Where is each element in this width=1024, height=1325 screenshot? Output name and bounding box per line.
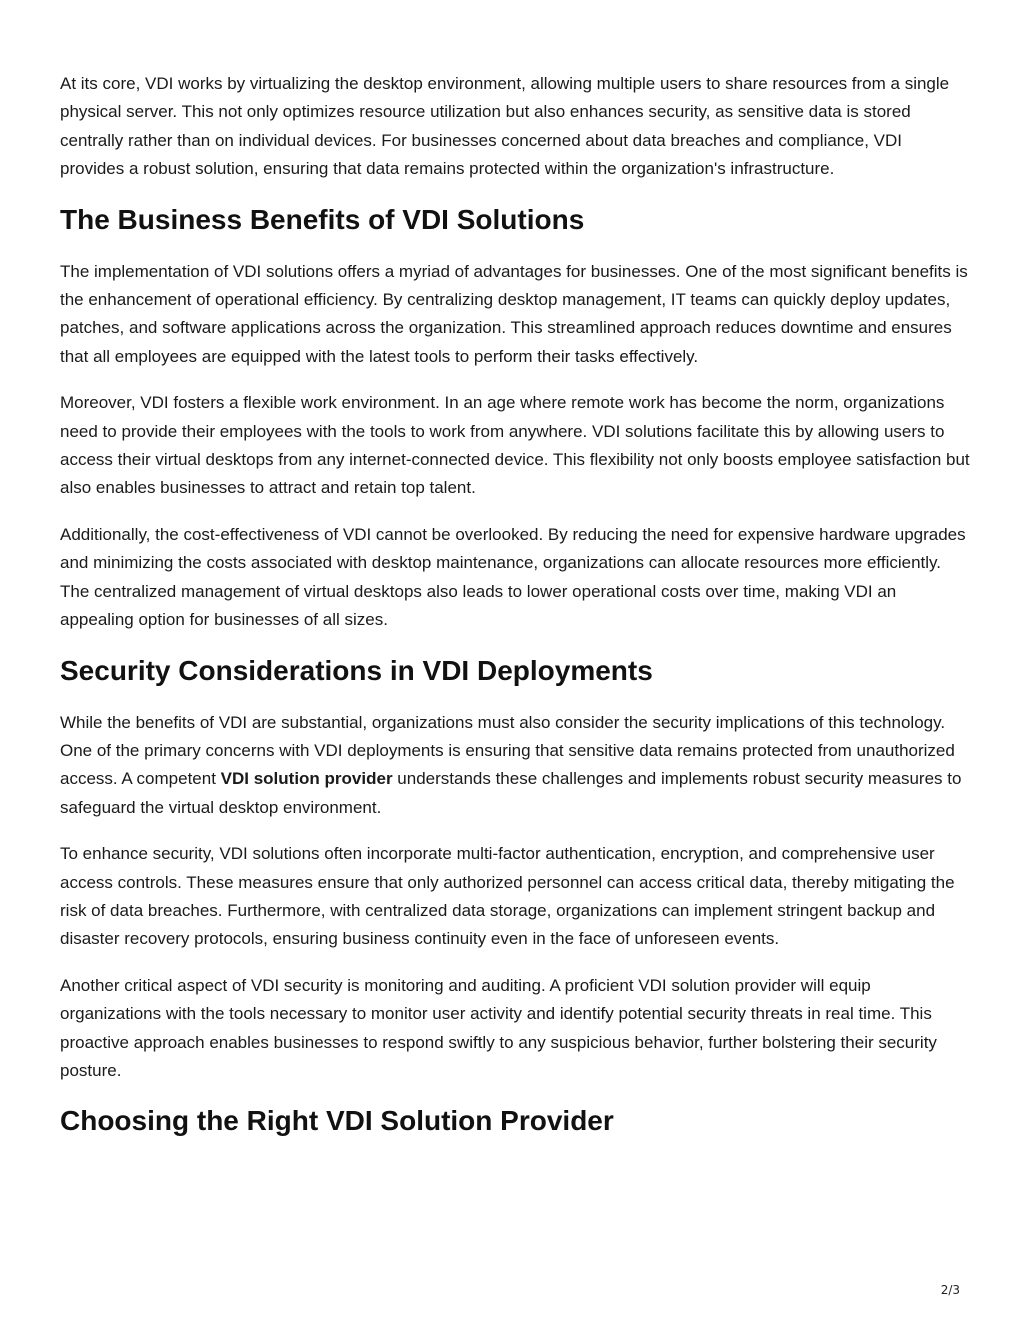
heading-business-benefits: The Business Benefits of VDI Solutions — [60, 203, 585, 235]
vdi-solution-provider-emphasis: VDI solution provider — [220, 769, 393, 789]
security-paragraph-1 — [60, 709, 970, 823]
benefits-paragraph-1: The implementation of VDI solutions offers a myriad of advantages for businesses. One of the most significant benefits is the enhancement of operational efficiency. By centralizing desktop management, IT teams can quickly deploy updates, patches, and software applications across the organization. This streamlined approach reduces downtime and ensures that all employees are equipped with the latest tools to perform their tasks effectively. — [60, 261, 968, 366]
intro-paragraph: At its core, VDI works by virtualizing the desktop environment, allowing multiple users to share resources from a single physical server. This not only optimizes resource utilization but also enhances security, as sensitive data is stored centrally rather than on individual devices. For businesses concerned about data breaches and compliance, VDI provides a robust solution, ensuring that data remains protected within the organization's infrastructure. — [60, 74, 950, 179]
document-page — [60, 70, 970, 1159]
benefits-paragraph-2: Moreover, VDI fosters a flexible work environment. In an age where remote work has become the norm, organizations need to provide their employees with the tools to work from anywhere. VDI solutions facilitate this by allowing users to access their virtual desktops from any internet-connected device. This flexibility not only boosts employee satisfaction but also enables businesses to attract and retain top talent. — [60, 393, 970, 498]
heading-choosing-provider: Choosing the Right VDI Solution Provider — [60, 1105, 614, 1137]
page-number: 2/3 — [940, 1283, 960, 1297]
security-paragraph-1-text-after: understands these challenges and implements robust security measures to safeguard the virtual desktop environment. — [60, 769, 962, 817]
security-paragraph-3: Another critical aspect of VDI security is monitoring and auditing. A proficient VDI solution provider will equip organizations with the tools necessary to monitor user activity and identify potential security threats in real time. This proactive approach enables businesses to respond swiftly to any suspicious behavior, further bolstering their security posture. — [60, 975, 937, 1080]
heading-security-considerations: Security Considerations in VDI Deployments — [60, 654, 653, 686]
benefits-paragraph-3: Additionally, the cost-effectiveness of VDI cannot be overlooked. By reducing the need for expensive hardware upgrades and minimizing the costs associated with desktop maintenance, organizations can allocate resources more efficiently. The centralized management of virtual desktops also leads to lower operational costs over time, making VDI an appealing option for businesses of all sizes. — [60, 524, 966, 630]
security-paragraph-1-text-before: While the benefits of VDI are substantial, organizations must also consider the security implications of this technology. One of the primary concerns with VDI deployments is ensuring that sensitive data remains protected from unauthorized access. A competent — [60, 712, 955, 789]
security-paragraph-2: To enhance security, VDI solutions often incorporate multi-factor authentication, encryption, and comprehensive user access controls. These measures ensure that only authorized personnel can access critical data, thereby mitigating the risk of data breaches. Furthermore, with centralized data storage, organizations can implement stringent backup and disaster recovery protocols, ensuring business continuity even in the face of unforeseen events. — [60, 844, 955, 949]
